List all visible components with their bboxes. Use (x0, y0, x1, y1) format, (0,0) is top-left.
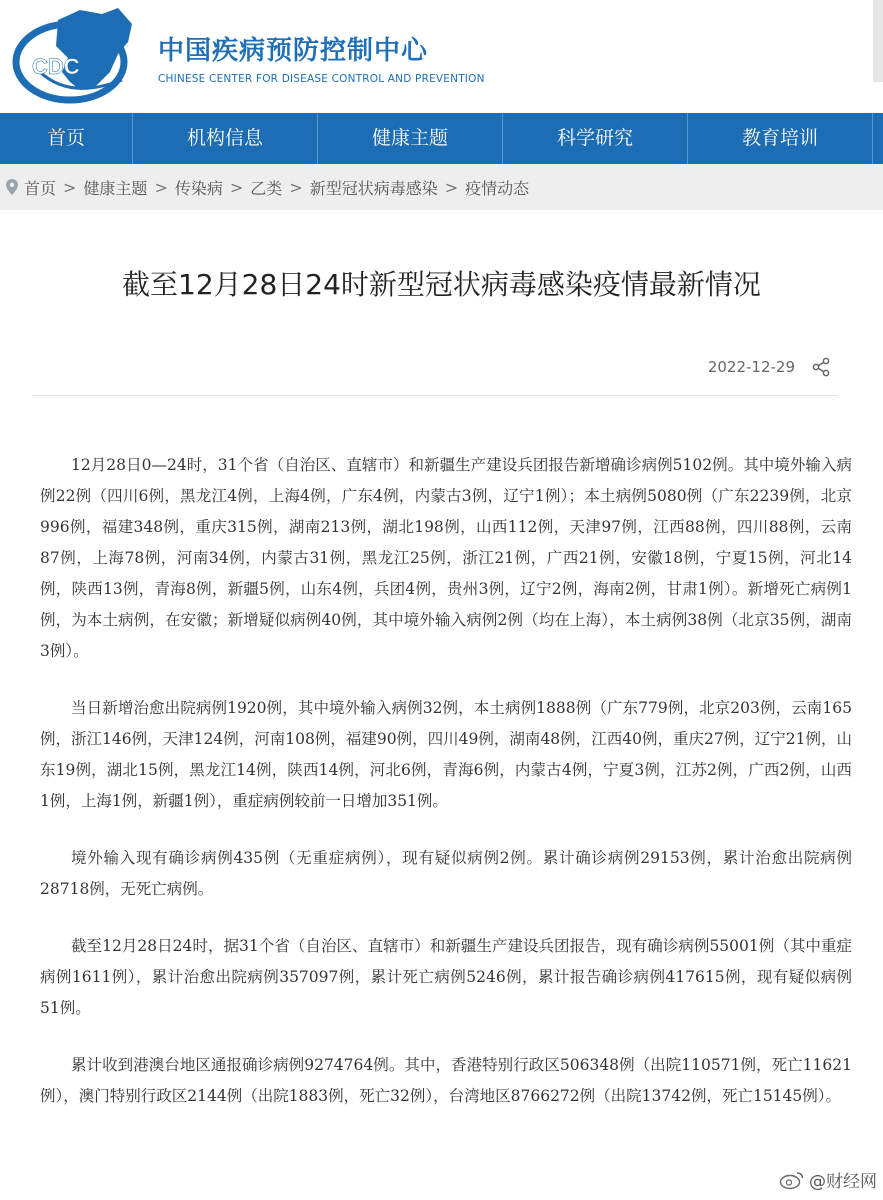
location-pin-icon (6, 179, 18, 195)
article-title: 截至12月28日24时新型冠状病毒感染疫情最新情况 (122, 268, 761, 301)
site-name-en: CHINESE CENTER FOR DISEASE CONTROL AND PREVENTION (158, 73, 485, 85)
breadcrumb-separator: > (289, 177, 303, 197)
breadcrumb (0, 164, 883, 210)
article-paragraph: 境外输入现有确诊病例435例（无重症病例），现有疑似病例2例。累计确诊病例29153例，累计治愈出院病例28718例，无死亡病例。 (40, 849, 852, 898)
site-name-cn[interactable]: 中国疾病预防控制中心 (158, 36, 429, 66)
nav-item-health-topics[interactable]: 健康主题 (318, 113, 503, 164)
breadcrumb-covid[interactable]: 新型冠状病毒感染 (309, 178, 438, 198)
article-meta (708, 357, 831, 377)
nav-item-education[interactable]: 教育培训 (688, 113, 873, 164)
breadcrumb-health-topics[interactable]: 健康主题 (83, 178, 148, 198)
breadcrumb-class-b[interactable]: 乙类 (250, 178, 283, 198)
breadcrumb-separator: > (444, 177, 459, 197)
nav-item-more[interactable] (873, 113, 883, 164)
watermark (779, 1167, 877, 1192)
watermark-text: @财经网 (809, 1172, 877, 1192)
cdc-logo[interactable] (10, 2, 140, 108)
article-paragraph: 截至12月28日24时，据31个省（自治区、直辖市）和新疆生产建设兵团报告，现有确诊病例55001例（其中重症病例1611例），累计治愈出院病例357097例，累计死亡病例5246例，累计报告确诊病例417615例，现有疑似病例51例。 (40, 937, 853, 1017)
side-tab[interactable] (873, 0, 883, 82)
publish-date: 2022-12-29 (707, 358, 795, 376)
article-paragraph: 累计收到港澳台地区通报确诊病例9274764例。其中，香港特别行政区506348例（出院110571例，死亡11621例），澳门特别行政区2144例（出院1883例，死亡32例），台湾地区8766272例（出院13742例，死亡15145例）。 (40, 1056, 852, 1105)
article-paragraph: 当日新增治愈出院病例1920例，其中境外输入病例32例，本土病例1888例（广东779例，北京203例，云南165例，浙江146例，天津124例，河南108例，福建90例，四川49例，湖南48例，江西40例，重庆27例，辽宁21例，山东19例，湖北15例，黑龙江14例，陕西14例，河北6例，青海6例，内蒙古4例，宁夏3例，江苏2例，广西2例，山西1例，上海1例，新疆1例），重症病例较前一日增加351例。 (40, 699, 852, 810)
nav-item-research[interactable]: 科学研究 (503, 113, 688, 164)
breadcrumb-epidemic-updates[interactable]: 疫情动态 (465, 178, 530, 198)
breadcrumb-home[interactable]: 首页 (24, 178, 57, 198)
site-header (0, 0, 883, 113)
weibo-icon (779, 1170, 805, 1190)
breadcrumb-separator: > (229, 177, 244, 197)
share-icon[interactable] (811, 357, 831, 377)
nav-item-organization[interactable]: 机构信息 (133, 113, 318, 164)
title-divider (32, 395, 838, 396)
breadcrumb-separator: > (63, 177, 77, 197)
article-body (40, 450, 852, 1138)
svg-text:CDC: CDC (32, 54, 80, 79)
nav-item-home[interactable]: 首页 (0, 113, 133, 164)
breadcrumb-infectious-diseases[interactable]: 传染病 (174, 178, 223, 198)
article-paragraph: 12月28日0—24时，31个省（自治区、直辖市）和新疆生产建设兵团报告新增确诊病例5102例。其中境外输入病例22例（四川6例，黑龙江4例，上海4例，广东4例，内蒙古3例，辽宁1例）；本土病例5080例（广东2239例，北京996例，福建348例，重庆315例，湖南213例，湖北198例，山西112例，天津97例，江西88例，四川88例，云南87例，上海78例，河南34例，内蒙古31例，黑龙江25例，浙江21例，广西21例，安徽18例，宁夏15例，河北14例，陕西13例，青海8例，新疆5例，山东4例，兵团4例，贵州3例，辽宁2例，海南2例，甘肃1例）。新增死亡病例1例，为本土病例，在安徽；新增疑似病例40例，其中境外输入病例2例（均在上海），本土病例38例（北京35例，湖南3例）。 (40, 456, 852, 660)
main-nav (0, 113, 883, 164)
breadcrumb-separator: > (154, 177, 168, 197)
